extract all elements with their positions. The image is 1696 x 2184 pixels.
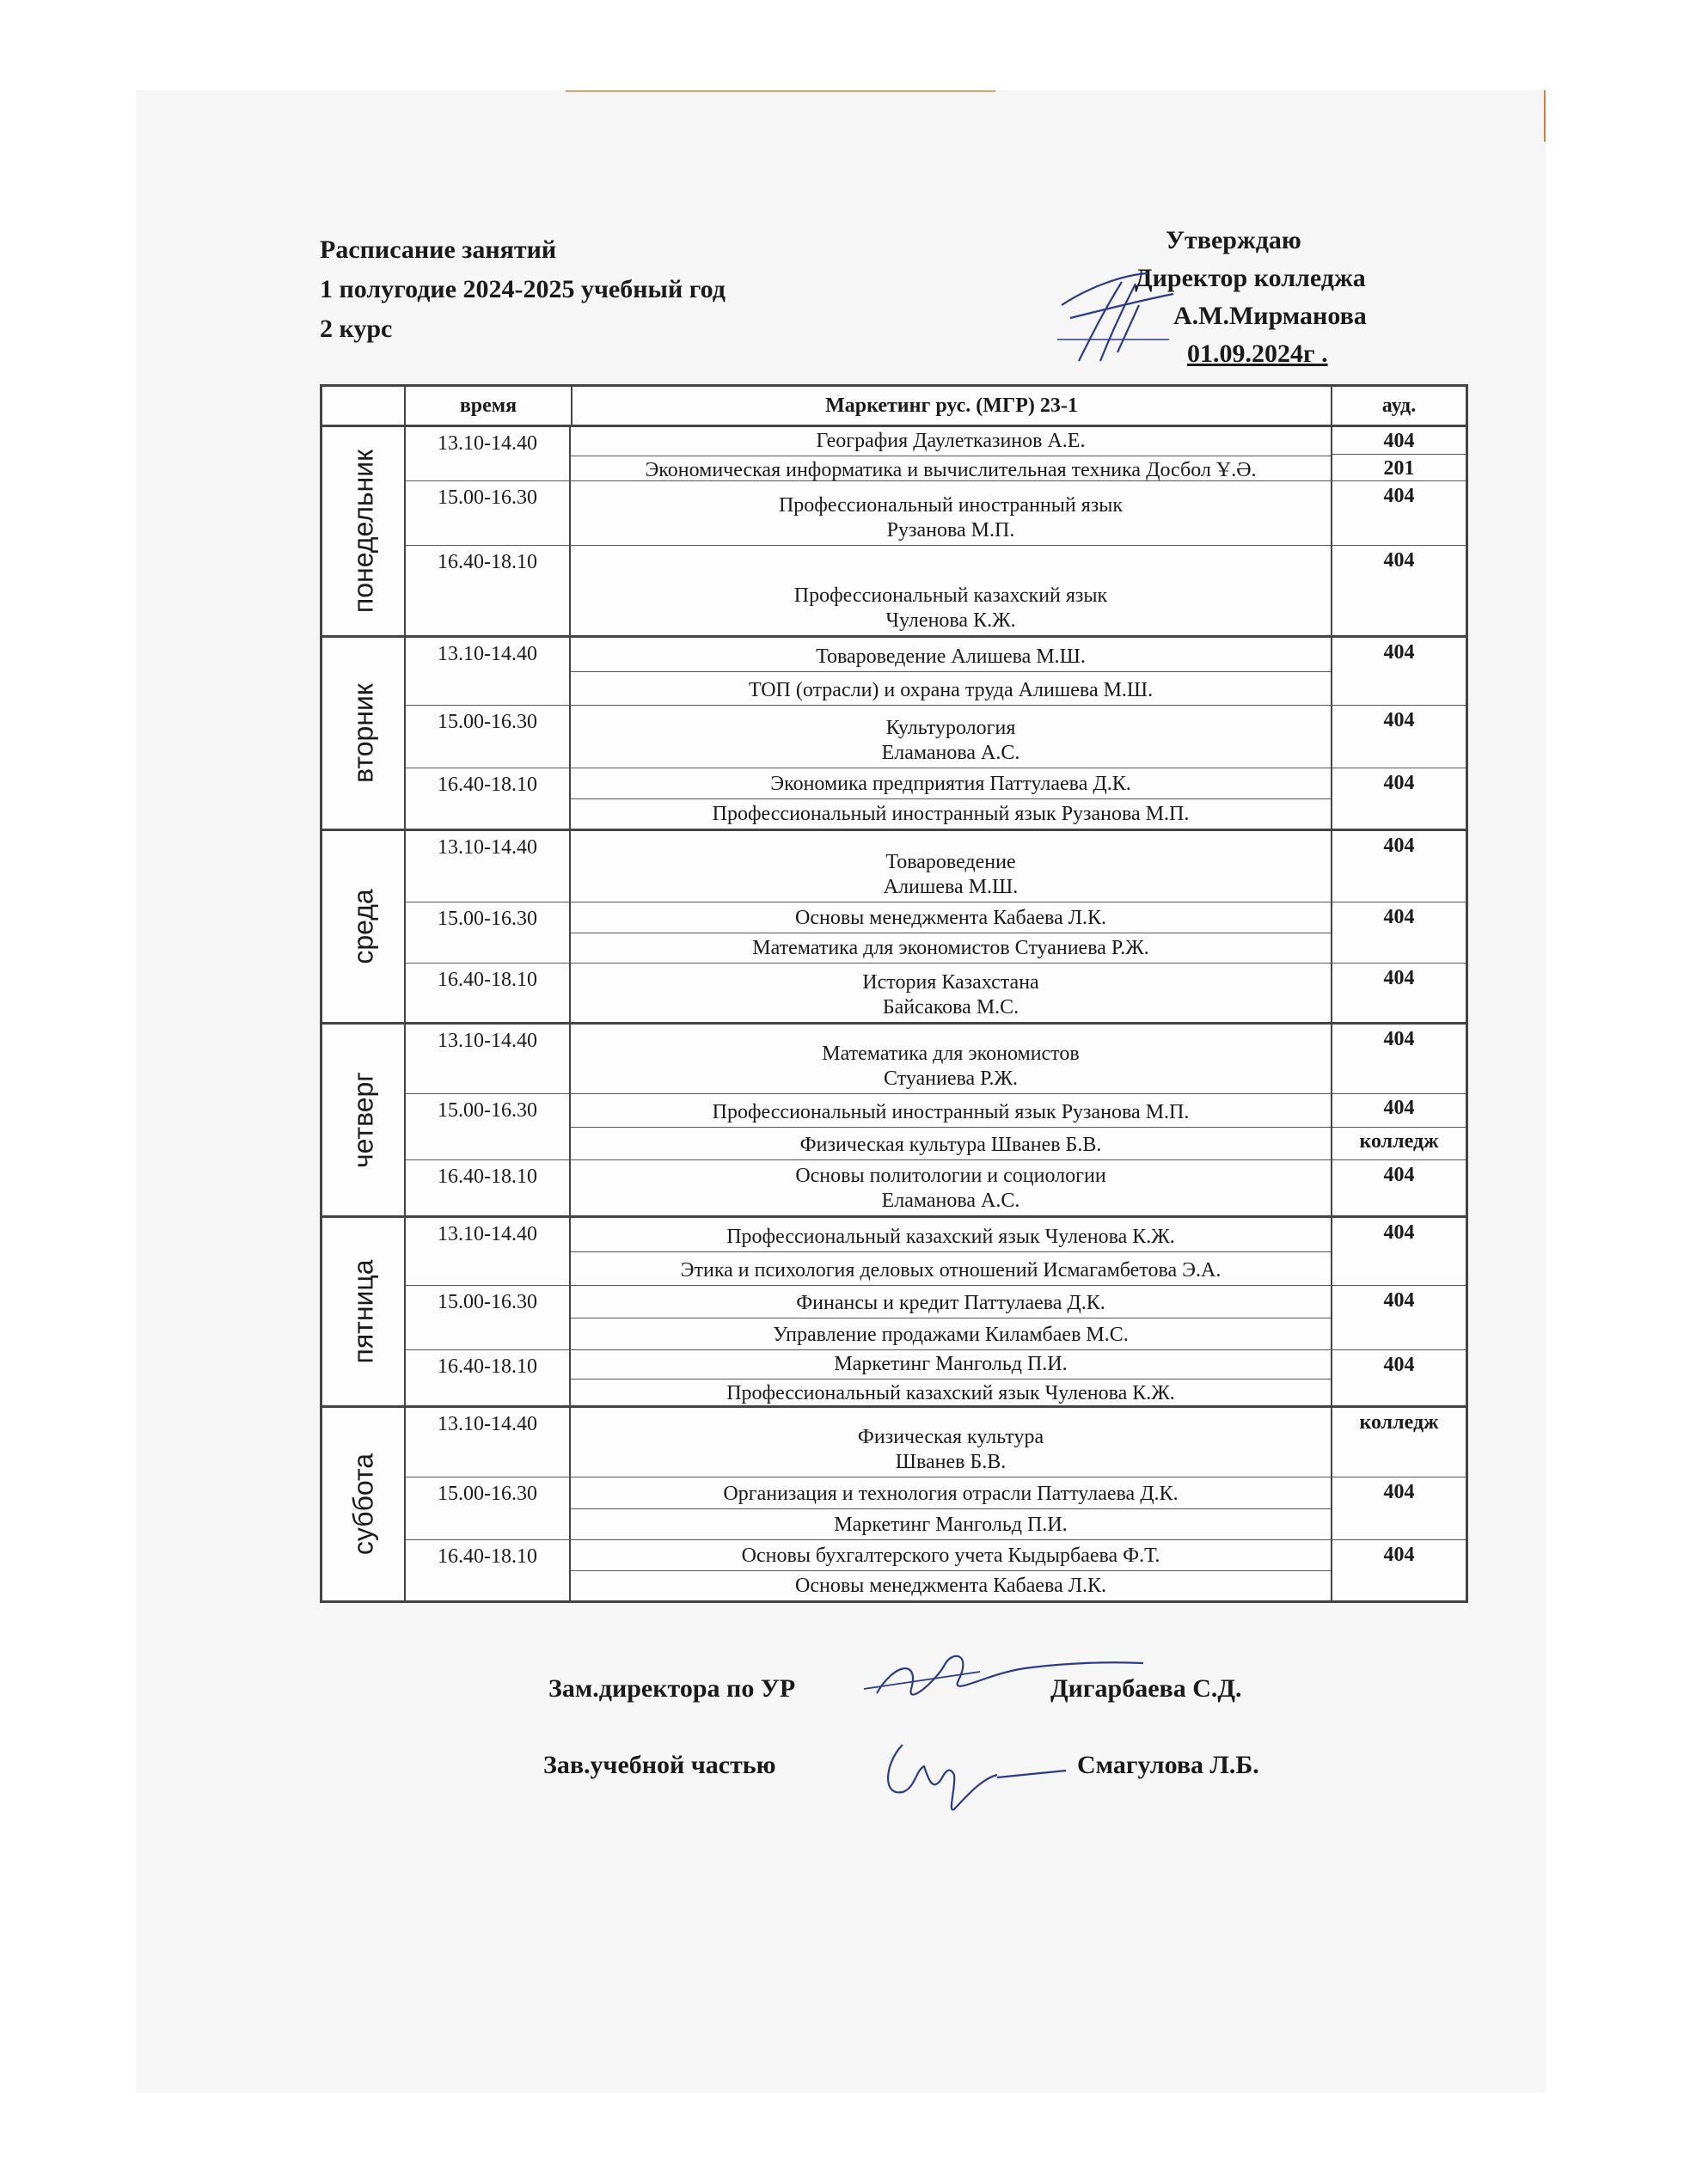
lesson-slot (406, 1094, 1466, 1160)
room-cell (1332, 1286, 1466, 1349)
room-cell (1332, 1350, 1466, 1405)
room-number: 404 (1383, 1028, 1415, 1050)
slot-entries (571, 1286, 1332, 1349)
approval-name: А.М.Мирманова (1173, 302, 1367, 330)
slot-entries (571, 427, 1332, 480)
slot-time: 16.40-18.10 (406, 964, 571, 1022)
document-header (320, 230, 726, 349)
subject-entry (571, 1477, 1331, 1509)
subject-line: Математика для экономистов (822, 1043, 1080, 1065)
lesson-slot (406, 902, 1466, 964)
room-number: 404 (1383, 967, 1415, 989)
day-block (322, 638, 1466, 831)
slot-entries (571, 706, 1332, 768)
slot-time: 15.00-16.30 (406, 902, 571, 963)
teacher-line: Еламанова А.С. (881, 742, 1020, 764)
slot-entries (571, 1540, 1332, 1600)
subject-line: Товароведение Алишева М.Ш. (816, 645, 1086, 668)
subject-entry (571, 1218, 1331, 1252)
room-number: 404 (1383, 641, 1415, 664)
subject-entry (571, 964, 1331, 1022)
table-body (322, 427, 1466, 1600)
subject-entry (571, 481, 1331, 545)
sheet-edge (566, 90, 995, 92)
subject-entry (571, 1025, 1331, 1093)
sheet-edge (1544, 90, 1546, 142)
subject-line: Маркетинг Мангольд П.И. (834, 1514, 1068, 1536)
header-day-cell (322, 387, 406, 425)
subject-entry (571, 1571, 1331, 1601)
day-name-cell (322, 1218, 406, 1405)
subject-entry (571, 672, 1331, 706)
subject-entry (571, 638, 1331, 672)
slot-entries (571, 902, 1332, 963)
lesson-slot (406, 1025, 1466, 1094)
lesson-slot (406, 1408, 1466, 1477)
subject-line: Экономика предприятия Паттулаева Д.К. (770, 772, 1131, 795)
room-number: 404 (1383, 549, 1415, 572)
slot-entries (571, 768, 1332, 829)
room-number: 404 (1332, 427, 1466, 455)
subject-entry (571, 1286, 1331, 1318)
slot-time: 15.00-16.30 (406, 481, 571, 545)
subject-line: Маркетинг Мангольд П.И. (834, 1353, 1068, 1375)
room-number: 201 (1383, 456, 1415, 480)
slot-entries (571, 964, 1332, 1022)
slot-entries (571, 1025, 1332, 1093)
room-number: 404 (1383, 1289, 1415, 1312)
subject-line: Физическая культура Шванев Б.В. (799, 1134, 1102, 1156)
subject-line: Основы менеджмента Кабаева Л.К. (794, 906, 1107, 929)
day-name: понедельник (347, 449, 378, 614)
day-block (322, 1408, 1466, 1600)
director-signature (1053, 258, 1182, 370)
subject-line: Экономическая информатика и вычислительная техника Досбол Ұ.Ә. (645, 459, 1257, 481)
day-name: четверг (347, 1072, 378, 1168)
subject-line: Профессиональный казахский язык Чуленова К.Ж. (726, 1382, 1175, 1404)
room-cell (1332, 427, 1466, 480)
header-time: время (406, 387, 572, 425)
subject-line: Управление продажами Киламбаев М.С. (773, 1324, 1129, 1346)
room-cell (1332, 768, 1466, 829)
subject-entry (571, 902, 1331, 933)
lesson-slot (406, 1350, 1466, 1405)
day-name-cell (322, 1408, 406, 1600)
lesson-slot (406, 768, 1466, 829)
subject-line: География Даулетказинов А.Е. (816, 430, 1086, 452)
slot-entries (571, 481, 1332, 545)
schedule-table (320, 384, 1468, 1603)
slot-time: 16.40-18.10 (406, 768, 571, 829)
day-block (322, 427, 1466, 638)
room-number: 404 (1383, 1481, 1415, 1503)
head-signature (868, 1728, 1075, 1822)
slot-entries (571, 1094, 1332, 1159)
subject-line: Культурология (885, 717, 1016, 739)
room-number: 404 (1383, 485, 1415, 507)
room-cell (1332, 964, 1466, 1022)
room-number: 404 (1383, 709, 1415, 731)
approval-word: Утверждаю (1166, 226, 1301, 254)
slot-entries (571, 1477, 1332, 1539)
lesson-slot (406, 1540, 1466, 1600)
day-name-cell (322, 638, 406, 829)
head-label: Зав.учебной частью (543, 1751, 776, 1779)
subject-line: Финансы и кредит Паттулаева Д.К. (796, 1291, 1105, 1314)
header-room: ауд. (1381, 394, 1417, 417)
deputy-label: Зам.директора по УР (548, 1674, 796, 1703)
subject-line: Математика для экономистов Стуаниева Р.Ж. (752, 937, 1149, 959)
teacher-line: Чуленова К.Ж. (885, 609, 1016, 632)
room-number: 404 (1383, 1221, 1415, 1244)
approval-position: Директор колледжа (1135, 264, 1366, 292)
teacher-line: Еламанова А.С. (881, 1190, 1020, 1212)
room-cell (1332, 1408, 1466, 1477)
slot-time: 16.40-18.10 (406, 546, 571, 635)
subject-entry (571, 933, 1331, 964)
room-cell (1332, 481, 1466, 545)
slot-time: 13.10-14.40 (406, 638, 571, 705)
subject-entry (571, 831, 1331, 902)
subject-line: Физическая культура (857, 1426, 1044, 1448)
room-number: 404 (1383, 1164, 1415, 1186)
subject-line: Основы менеджмента Кабаева Л.К. (794, 1575, 1107, 1597)
room-number: 404 (1383, 906, 1415, 928)
lesson-slot (406, 481, 1466, 546)
teacher-line: Байсакова М.С. (882, 996, 1019, 1019)
header-group: Маркетинг рус. (МГР) 23-1 (572, 387, 1332, 425)
lesson-slot (406, 638, 1466, 706)
day-name-cell (322, 427, 406, 635)
subject-line: ТОП (отрасли) и охрана труда Алишева М.Ш. (748, 679, 1154, 701)
day-block (322, 831, 1466, 1025)
room-number: колледж (1359, 1411, 1439, 1434)
subject-entry (571, 1094, 1331, 1128)
slot-entries (571, 1408, 1332, 1477)
teacher-line: Алишева М.Ш. (883, 876, 1019, 898)
slot-time: 15.00-16.30 (406, 1094, 571, 1159)
approval-date: 01.09.2024г . (1187, 340, 1328, 368)
room-cell (1332, 902, 1466, 963)
subject-line: Профессиональный иностранный язык Рузанова М.П. (712, 803, 1190, 825)
subject-entry (571, 706, 1331, 768)
room-cell (1332, 638, 1466, 705)
slot-time: 13.10-14.40 (406, 427, 571, 480)
day-name: суббота (347, 1453, 378, 1556)
day-name: пятница (347, 1259, 378, 1364)
course-line: 2 курс (320, 315, 393, 343)
slot-time: 16.40-18.10 (406, 1540, 571, 1600)
day-name-cell (322, 1025, 406, 1215)
subject-line: Профессиональный иностранный язык (778, 494, 1124, 517)
lesson-slot (406, 831, 1466, 902)
teacher-line: Рузанова М.П. (886, 519, 1015, 541)
room-cell (1332, 1218, 1466, 1285)
subject-entry (571, 1408, 1331, 1477)
semester-line: 1 полугодие 2024-2025 учебный год (320, 275, 726, 303)
room-cell (1332, 831, 1466, 902)
teacher-line: Шванев Б.В. (895, 1451, 1007, 1473)
lesson-slot (406, 546, 1466, 635)
lesson-slot (406, 706, 1466, 768)
subject-line: Профессиональный казахский язык Чуленова К.Ж. (726, 1225, 1175, 1248)
room-cell (1332, 1025, 1466, 1093)
day-block (322, 1025, 1466, 1218)
lesson-slot (406, 1218, 1466, 1286)
subject-line: Основы политологии и социологии (795, 1165, 1106, 1187)
room-number: 404 (1383, 835, 1415, 857)
subject-entry (571, 1380, 1331, 1408)
slot-entries (571, 1160, 1332, 1215)
slot-entries (571, 1350, 1332, 1405)
lesson-slot (406, 1477, 1466, 1540)
room-cell (1332, 1160, 1466, 1215)
room-cell (1332, 1094, 1466, 1159)
slot-entries (571, 831, 1332, 902)
room-number: 404 (1332, 1094, 1466, 1128)
head-name: Смагулова Л.Б. (1077, 1751, 1259, 1779)
subject-entry (571, 427, 1331, 456)
subject-entry (571, 1318, 1331, 1350)
document-title: Расписание занятий (320, 236, 557, 264)
room-number: 404 (1383, 1544, 1415, 1566)
subject-line: История Казахстана (862, 971, 1039, 994)
day-name: вторник (347, 683, 378, 783)
room-cell (1332, 546, 1466, 635)
subject-line: Этика и психология деловых отношений Исмагамбетова Э.А. (680, 1259, 1221, 1282)
slot-time: 13.10-14.40 (406, 831, 571, 902)
subject-entry (571, 546, 1331, 635)
deputy-name: Дигарбаева С.Д. (1050, 1674, 1242, 1703)
slot-entries (571, 1218, 1332, 1285)
table-header (322, 387, 1466, 427)
room-cell (1332, 1540, 1466, 1600)
room-number: 404 (1383, 772, 1415, 794)
subject-line: Профессиональный иностранный язык Рузанова М.П. (712, 1100, 1190, 1123)
slot-entries (571, 546, 1332, 635)
subject-entry (571, 1509, 1331, 1540)
lesson-slot (406, 1160, 1466, 1215)
room-cell (1332, 1477, 1466, 1539)
subject-entry (571, 799, 1331, 829)
slot-entries (571, 638, 1332, 705)
day-name: среда (347, 889, 378, 964)
teacher-line: Стуаниева Р.Ж. (883, 1068, 1019, 1090)
subject-line: Профессиональный казахский язык (793, 584, 1108, 607)
subject-entry (571, 1160, 1331, 1215)
slot-time: 16.40-18.10 (406, 1350, 571, 1405)
slot-time: 15.00-16.30 (406, 1477, 571, 1539)
slot-time: 15.00-16.30 (406, 1286, 571, 1349)
subject-entry (571, 1128, 1331, 1160)
lesson-slot (406, 427, 1466, 481)
lesson-slot (406, 964, 1466, 1022)
subject-line: Организация и технология отрасли Паттулаева Д.К. (723, 1482, 1179, 1505)
subject-entry (571, 1252, 1331, 1286)
slot-time: 15.00-16.30 (406, 706, 571, 768)
slot-time: 13.10-14.40 (406, 1408, 571, 1477)
slot-time: 16.40-18.10 (406, 1160, 571, 1215)
room-number: колледж (1359, 1129, 1439, 1153)
slot-time: 13.10-14.40 (406, 1218, 571, 1285)
lesson-slot (406, 1286, 1466, 1350)
subject-entry (571, 768, 1331, 799)
slot-time: 13.10-14.40 (406, 1025, 571, 1093)
room-cell (1332, 706, 1466, 768)
day-name-cell (322, 831, 406, 1022)
subject-entry (571, 1350, 1331, 1380)
subject-line: Основы бухгалтерского учета Кыдырбаева Ф.Т. (741, 1544, 1160, 1567)
room-number: 404 (1383, 1354, 1415, 1376)
subject-line: Товароведение (885, 851, 1016, 873)
subject-entry (571, 1540, 1331, 1571)
day-block (322, 1218, 1466, 1408)
